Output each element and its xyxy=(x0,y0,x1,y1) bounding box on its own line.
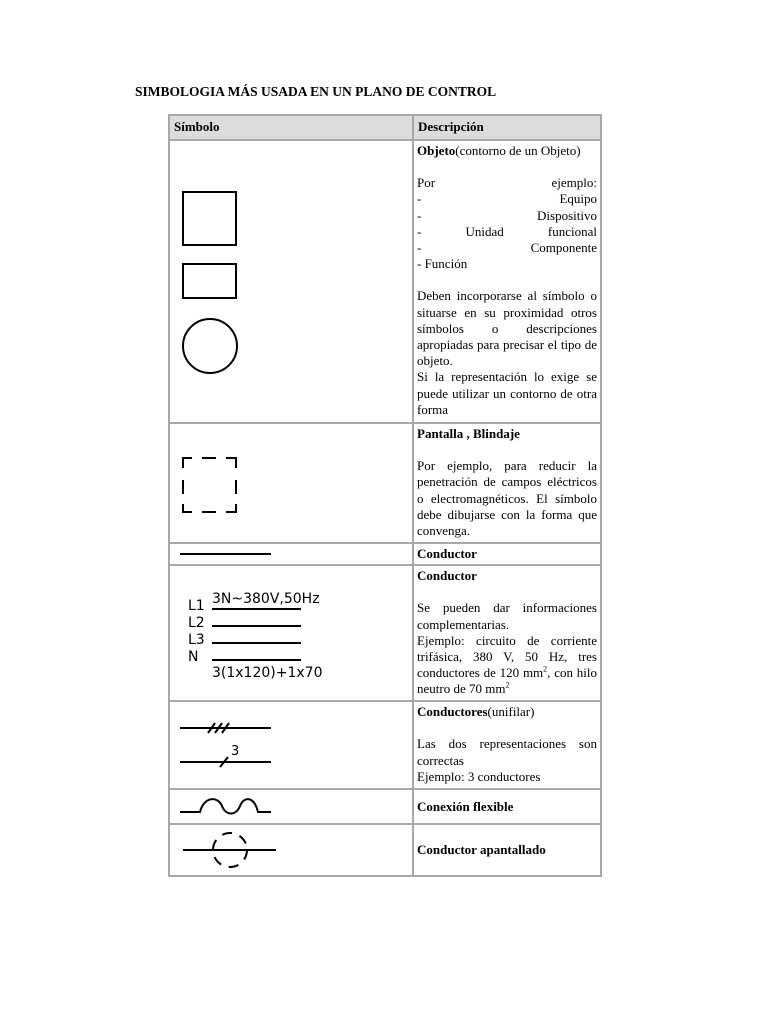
objeto-paragraph-2: Si la representación lo exige se puede utilizar un contorno de otra forma xyxy=(417,369,597,417)
symbol-table xyxy=(168,114,602,877)
description-cell-pantalla xyxy=(413,423,601,543)
conductor2-text-1: Se pueden dar informaciones complementarias. xyxy=(417,600,597,632)
table-row xyxy=(169,565,601,701)
label-bottom: 3(1x120)+1x70 xyxy=(212,665,323,682)
label-l1: L1 xyxy=(188,598,205,615)
symbol-cell-apantallado xyxy=(169,824,413,876)
symbol-cell-conductor-trifasico xyxy=(169,565,413,701)
circle-outline-icon xyxy=(183,319,237,373)
table-row xyxy=(169,543,601,565)
objeto-item-equipo: Equipo xyxy=(559,191,597,207)
flexible-connection-symbol xyxy=(170,790,412,823)
objeto-paragraph-1: Deben incorporarse al símbolo o situarse en su proximidad otros símbolos o descripciones apropiadas para precisar el tipo de objeto. xyxy=(417,288,597,369)
table-row xyxy=(169,789,601,824)
flexible-name: Conexión flexible xyxy=(417,798,514,814)
description-cell-conductor xyxy=(413,543,601,565)
dash: - xyxy=(417,223,422,239)
pantalla-text: Por ejemplo, para reducir la penetración de campos eléctricos o electromagnéticos. El símbolo debe dibujarse con la forma que convenga. xyxy=(417,458,597,539)
objeto-item-funcional: funcional xyxy=(547,223,597,239)
dash: - xyxy=(417,240,422,256)
conductor2-text-2b: , con hilo neutro de 70 mm xyxy=(417,665,597,697)
conductor-name: Conductor xyxy=(417,546,477,561)
objeto-name: Objeto xyxy=(417,143,456,158)
symbol-cell-objeto xyxy=(169,140,413,423)
description-cell-conductor-trifasico xyxy=(413,565,601,701)
multi-conductor-symbol xyxy=(170,702,412,788)
symbol-cell-flexible xyxy=(169,789,413,824)
conductores-name-suffix: (unifilar) xyxy=(487,704,535,720)
symbol-cell-conductores xyxy=(169,701,413,789)
triple-slash-icon xyxy=(208,723,229,733)
conductores-name: Conductores xyxy=(417,704,488,720)
table-row xyxy=(169,701,601,789)
label-n: N xyxy=(188,649,199,666)
page-title: SIMBOLOGIA MÁS USADA EN UN PLANO DE CONTROL xyxy=(135,84,497,99)
superscript-2: 2 xyxy=(543,664,548,674)
objeto-item-funcion: - Función xyxy=(417,256,468,272)
three-phase-conductor-symbol xyxy=(170,566,412,700)
flexible-wave-icon xyxy=(180,799,271,813)
table-header-row xyxy=(169,115,601,140)
header-description: Descripción xyxy=(413,115,601,140)
objeto-item-unidad: Unidad xyxy=(465,223,504,239)
symbol-cell-pantalla xyxy=(169,423,413,543)
table-row xyxy=(169,423,601,543)
label-l2: L2 xyxy=(188,615,205,632)
conductor2-text-2a: Ejemplo: circuito de corriente trifásica, 380 V, 50 Hz, tres conductores de 120 mm xyxy=(417,632,597,681)
superscript-2: 2 xyxy=(505,681,510,691)
table-row xyxy=(169,824,601,876)
objeto-item-dispositivo: Dispositivo xyxy=(537,207,597,223)
header-symbol: Símbolo xyxy=(169,115,413,140)
objeto-item-componente: Componente xyxy=(530,240,597,256)
apantallado-name: Conductor apantallado xyxy=(417,842,546,858)
conductores-text-1: Las dos representaciones son correctas xyxy=(417,736,597,768)
symbol-cell-conductor xyxy=(169,543,413,565)
label-top: 3N~380V,50Hz xyxy=(212,591,320,608)
objeto-name-suffix: (contorno de un Objeto) xyxy=(455,143,581,158)
square-outline-icon xyxy=(183,192,236,245)
conductores-text-2: Ejemplo: 3 conductores xyxy=(417,768,541,784)
description-cell-conductores xyxy=(413,701,601,789)
description-cell-objeto xyxy=(413,140,601,423)
dashed-square-icon xyxy=(183,458,236,512)
rectangle-outline-icon xyxy=(183,264,236,298)
description-cell-flexible xyxy=(413,789,601,824)
shielded-conductor-symbol xyxy=(170,825,412,875)
table-row xyxy=(169,140,601,423)
dash: - xyxy=(417,191,422,207)
objeto-ejemplo: ejemplo: xyxy=(551,175,597,191)
objeto-por: Por xyxy=(417,175,436,191)
conductor-symbol xyxy=(170,544,412,564)
object-outline-symbols xyxy=(170,141,412,422)
label-l3: L3 xyxy=(188,632,205,649)
shield-symbol xyxy=(170,424,412,542)
conductor2-name: Conductor xyxy=(417,568,477,584)
conductor-count-label: 3 xyxy=(231,744,240,760)
description-cell-apantallado xyxy=(413,824,601,876)
dash: - xyxy=(417,207,422,223)
pantalla-name: Pantalla , Blindaje xyxy=(417,426,520,441)
